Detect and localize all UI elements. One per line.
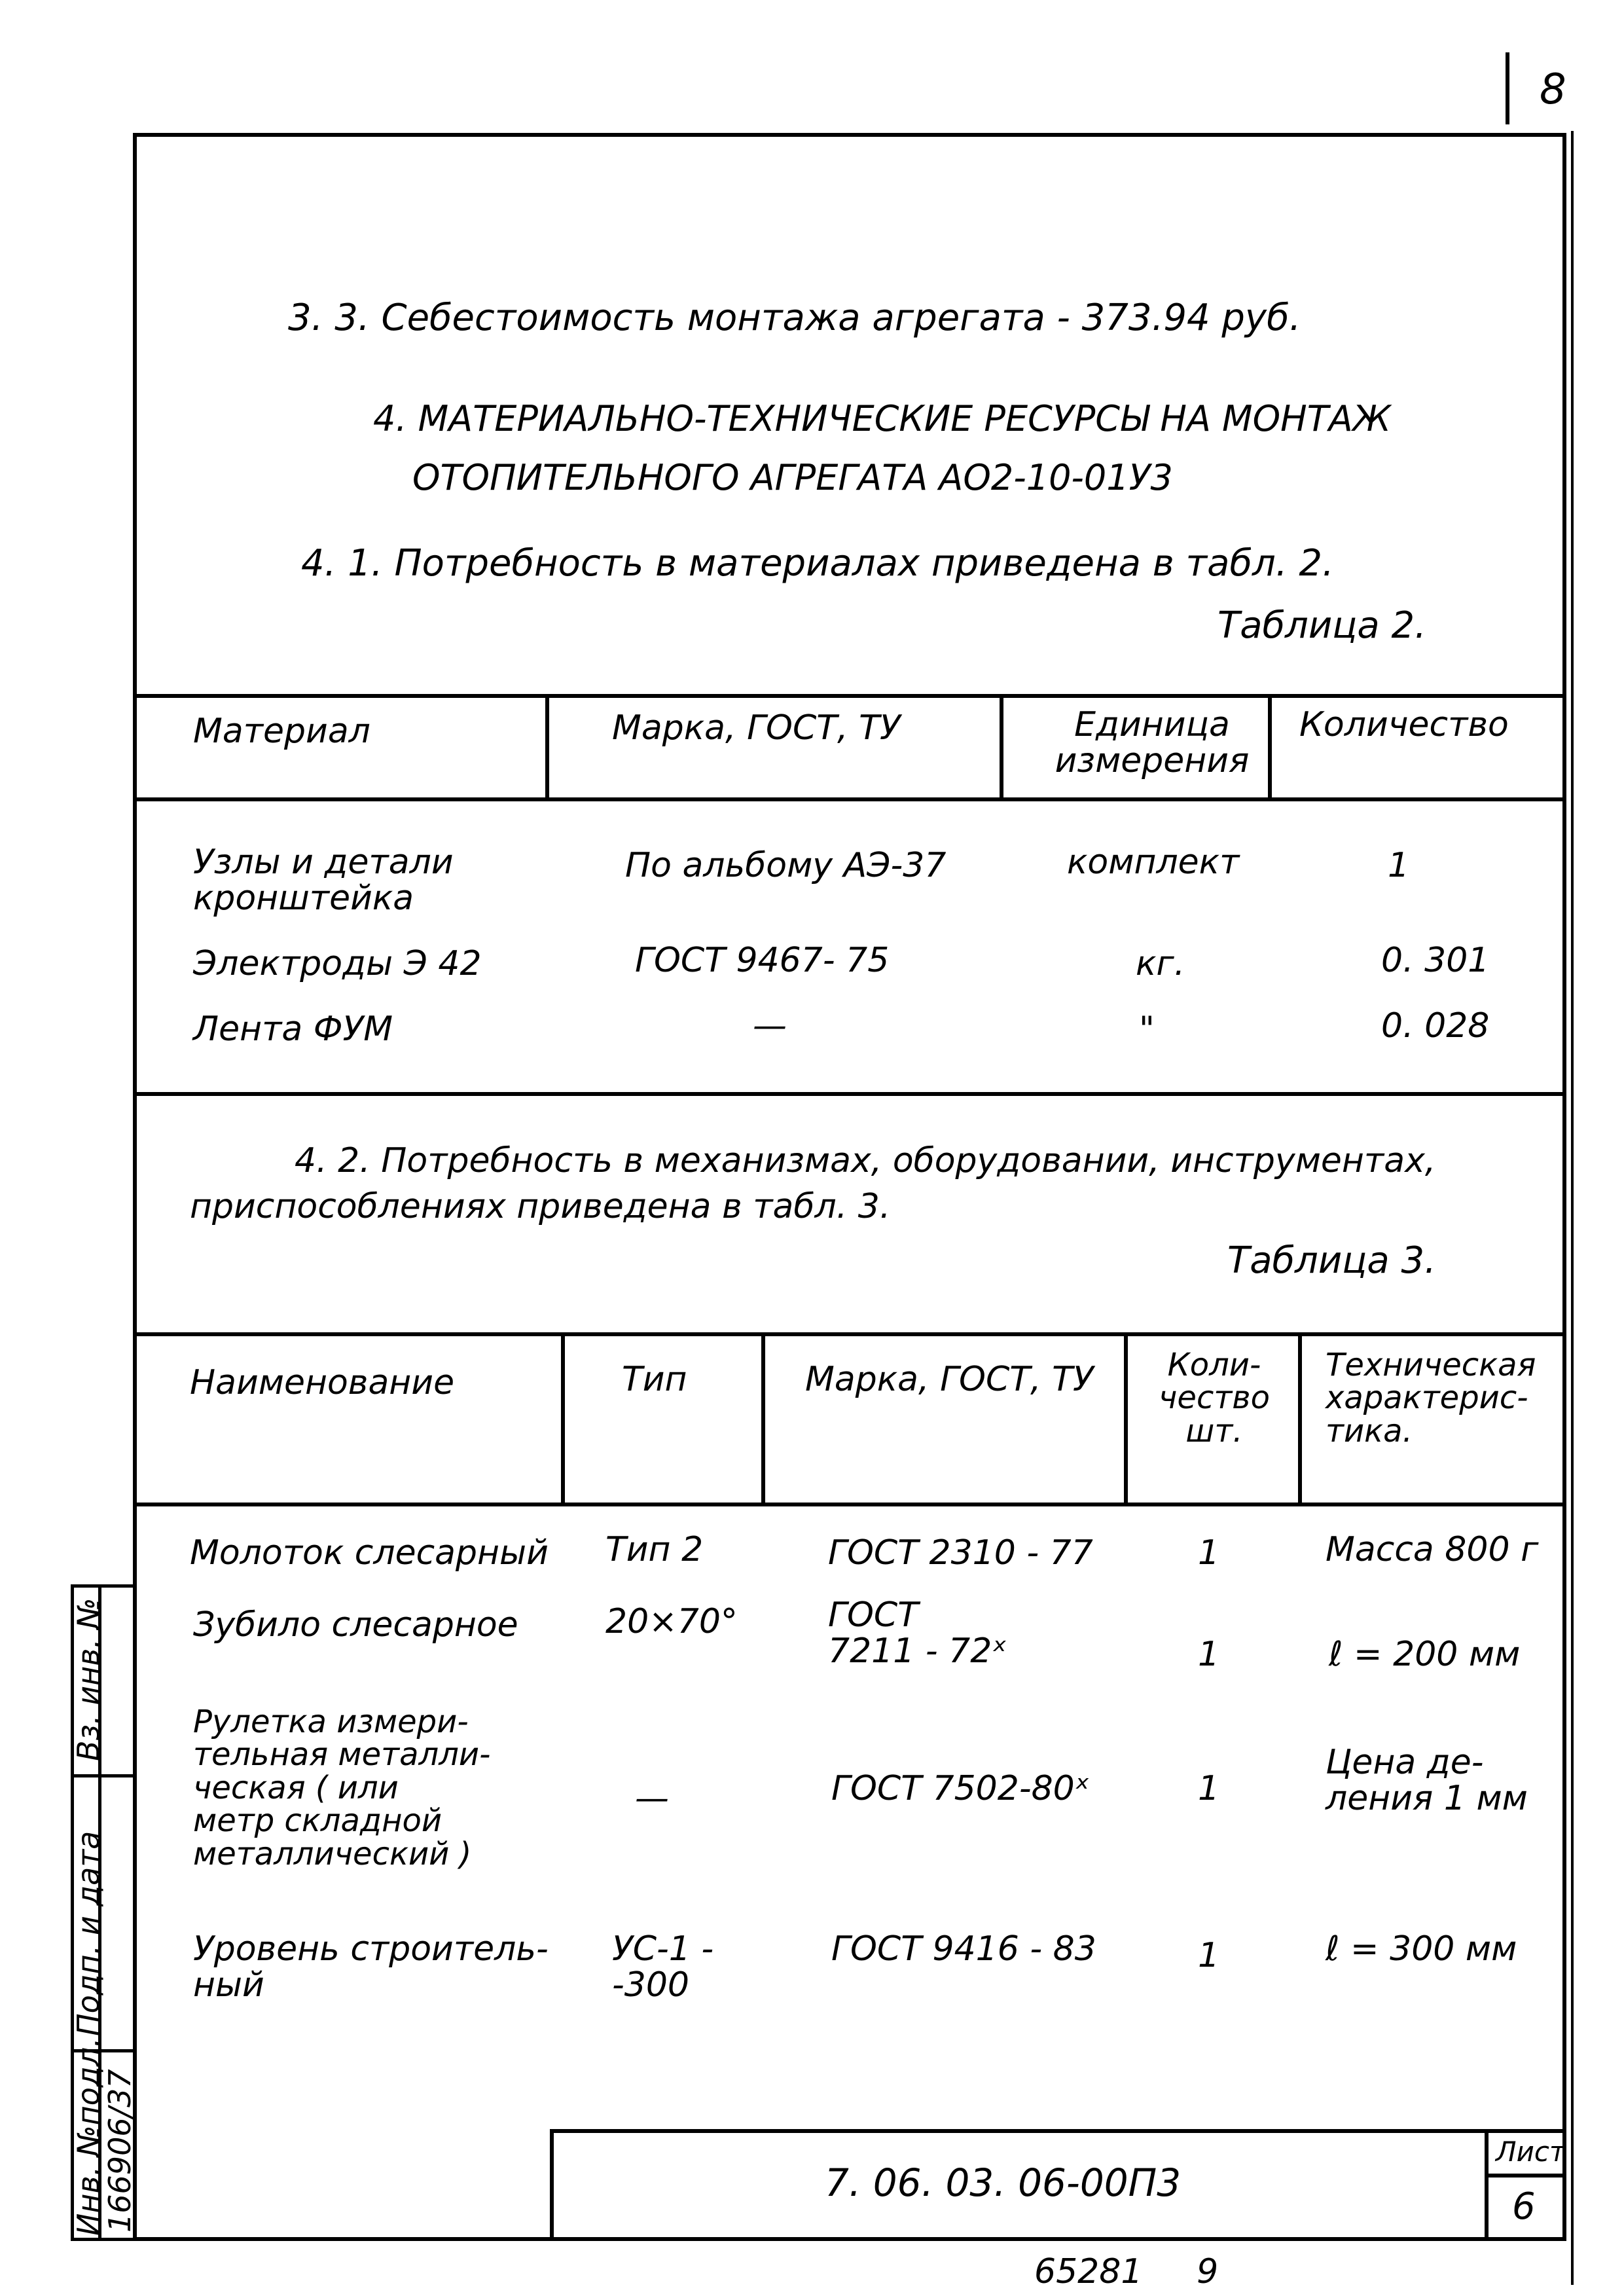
table3-row1-spec: Масса 800 г xyxy=(1326,1530,1539,1569)
table3-row4-name: Уровень строитель- ный xyxy=(193,1929,549,2005)
stamp-sheet-label: Лист xyxy=(1496,2136,1566,2168)
table2-header-mark: Марка, ГОСТ, ТУ xyxy=(612,708,901,748)
table3-header-qty: Коли- чество шт. xyxy=(1159,1347,1270,1449)
table3-row1-qty: 1 xyxy=(1198,1533,1220,1573)
margin-inv-podl-value: 166906/37 xyxy=(102,2069,137,2232)
table3-row2-spec: ℓ = 200 мм xyxy=(1329,1635,1521,1674)
section4-title-line1: 4. МАТЕРИАЛЬНО-ТЕХНИЧЕСКИЕ РЕСУРСЫ НА МОНТАЖ xyxy=(373,398,1391,439)
stamp-sheet-divider xyxy=(1485,2129,1489,2241)
table3-row1-mark: ГОСТ 2310 - 77 xyxy=(828,1533,1093,1573)
table2-header-border xyxy=(133,797,1566,801)
table2-row2-mark: ГОСТ 9467- 75 xyxy=(635,941,890,980)
stamp-top-border xyxy=(550,2129,1566,2133)
table2-row1-qty: 1 xyxy=(1388,846,1410,885)
table2-header-qty: Количество xyxy=(1299,705,1509,744)
stamp-sheet-mid-border xyxy=(1485,2174,1566,2178)
page-number: 8 xyxy=(1540,65,1566,114)
table3-row2-mark: ГОСТ 7211 - 72ˣ xyxy=(828,1595,1007,1671)
table3-row2-name: Зубило слесарное xyxy=(193,1605,518,1645)
section4-title-line2: ОТОПИТЕЛЬНОГО АГРЕГАТА АО2-10-01У3 xyxy=(412,457,1173,498)
table2-row2-material: Электроды Э 42 xyxy=(193,944,482,983)
table3-header-spec: Техническая характерис- тика. xyxy=(1326,1347,1536,1449)
table3-col-divider-2 xyxy=(761,1332,765,1503)
stamp-sheet-number: 6 xyxy=(1512,2185,1536,2228)
table3-row3-qty: 1 xyxy=(1198,1769,1220,1808)
section42-line2: приспособлениях приведена в табл. 3. xyxy=(190,1187,891,1226)
margin-stamp-row-divider-1 xyxy=(71,1774,137,1777)
table2-col-divider-1 xyxy=(545,694,549,797)
table3-header-name: Наименование xyxy=(190,1363,455,1402)
table3-row3-type: — xyxy=(635,1779,669,1818)
stamp-left-border xyxy=(550,2129,554,2241)
table2-header-material: Материал xyxy=(193,712,370,751)
stamp-code: 7. 06. 03. 06-00П3 xyxy=(825,2160,1182,2205)
margin-inv-podl-label: Инв. №подл. xyxy=(71,2037,106,2236)
margin-podp-data-label: Подп. и дата xyxy=(71,1831,106,2036)
table3-top-border xyxy=(133,1332,1566,1336)
table3-caption: Таблица 3. xyxy=(1227,1239,1436,1282)
section41-line: 4. 1. Потребность в материалах приведена в табл. 2. xyxy=(301,542,1334,585)
table2-col-divider-2 xyxy=(1000,694,1003,797)
table3-header-type: Тип xyxy=(622,1360,687,1399)
table2-row1-mark: По альбому АЭ-37 xyxy=(625,846,947,885)
table2-row2-qty: 0. 301 xyxy=(1381,941,1490,980)
table3-row3-mark: ГОСТ 7502-80ˣ xyxy=(831,1769,1090,1808)
table2-row3-mark: — xyxy=(753,1006,787,1046)
table3-row3-spec: Цена де- ления 1 мм xyxy=(1326,1743,1528,1818)
table3-col-divider-3 xyxy=(1124,1332,1128,1503)
table2-caption: Таблица 2. xyxy=(1218,604,1426,647)
table2-row1-unit: комплект xyxy=(1067,843,1240,882)
table2-row3-qty: 0. 028 xyxy=(1381,1006,1490,1046)
table3-row1-name: Молоток слесарный xyxy=(190,1533,549,1573)
table2-row3-unit: " xyxy=(1139,1010,1155,1049)
table3-row4-qty: 1 xyxy=(1198,1936,1220,1975)
table3-header-mark: Марка, ГОСТ, ТУ xyxy=(805,1360,1094,1399)
table3-row4-mark: ГОСТ 9416 - 83 xyxy=(831,1929,1096,1969)
table2-bottom-border xyxy=(133,1092,1566,1096)
table2-row3-material: Лента ФУМ xyxy=(193,1010,393,1049)
margin-vz-inv-label: Вз. инв. № xyxy=(71,1597,106,1761)
table3-row4-spec: ℓ = 300 мм xyxy=(1326,1929,1517,1969)
table2-top-border xyxy=(133,694,1566,698)
table3-header-border xyxy=(133,1503,1566,1506)
table3-row4-type: УС-1 - -300 xyxy=(612,1929,714,2005)
table2-row2-unit: кг. xyxy=(1136,944,1185,983)
table2-col-divider-3 xyxy=(1268,694,1272,797)
table3-row1-type: Тип 2 xyxy=(605,1530,704,1569)
page-number-divider xyxy=(1506,52,1509,124)
cost-line: 3. 3. Себестоимость монтажа агрегата - 373.94 руб. xyxy=(288,297,1301,339)
table3-col-divider-4 xyxy=(1298,1332,1302,1503)
table3-row2-type: 20×70° xyxy=(605,1602,738,1641)
table2-row1-material: Узлы и детали кронштейка xyxy=(193,843,454,918)
bottom-text: 65281 9 xyxy=(1034,2252,1219,2291)
right-edge-line xyxy=(1571,131,1574,2285)
section42-line1: 4. 2. Потребность в механизмах, оборудовании, инструментах, xyxy=(295,1141,1436,1180)
table2-header-unit: Единица измерения xyxy=(1055,705,1250,780)
table3-col-divider-1 xyxy=(561,1332,565,1503)
table3-row3-name: Рулетка измери- тельная металли- ческая ( или метр складной металлический ) xyxy=(193,1704,491,1872)
table3-row2-qty: 1 xyxy=(1198,1635,1220,1674)
